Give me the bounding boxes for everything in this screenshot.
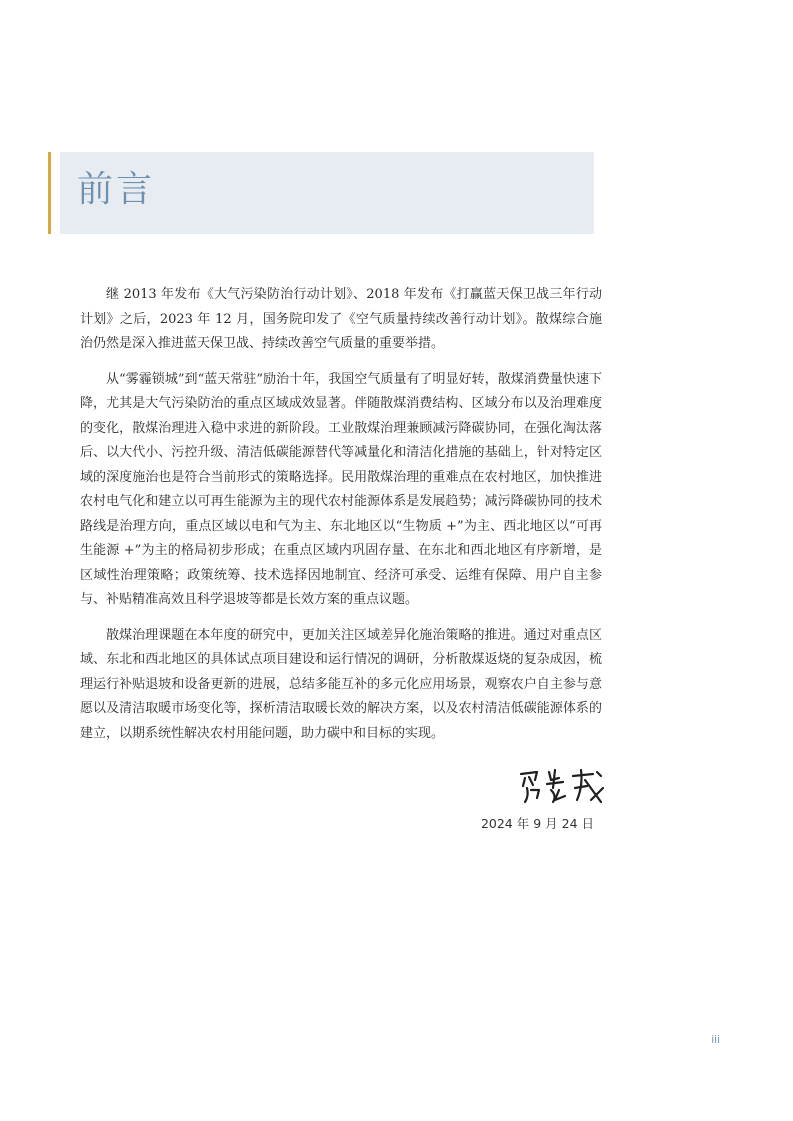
paragraph-2: 从“雾霾锁城”到“蓝天常驻”励治十年，我国空气质量有了明显好转，散煤消费量快速下降，尤其是大气污染防治的重点区域成效显著。伴随散煤消费结构、区域分布以及治理难度的变化，散煤治理进入稳中求进的新阶段。工业散煤治理兼顾减污降碳协同，在强化淘汰落后、以大代小、污控升级、清洁低碳能源替代等减量化和清洁化措施的基础上，针对特定区域的深度施治也是符合当前形式的策略选择。民用散煤治理的重难点在农村地区，加快推进农村电气化和建立以可再生能源为主的现代农村能源体系是发展趋势；减污降碳协同的技术路线是治理方向，重点区域以电和气为主、东北地区以“生物质 +”为主、西北地区以“可再生能源 +”为主的格局初步形成；在重点区域内巩固存量、在东北和西北地区有序新增，是区域性治理策略；政策统筹、技术选择因地制宜、经济可承受、运维有保障、用户自主参与、补贴精准高效且科学退坡等都是长效方案的重点议题。 (80, 371, 602, 607)
paragraph-3: 散煤治理课题在本年度的研究中，更加关注区域差异化施治策略的推进。通过对重点区域、东北和西北地区的具体试点项目建设和运行情况的调研，分析散煤返烧的复杂成因，梳理运行补贴退坡和设备更新的进展，总结多能互补的多元化应用场景，观察农户自主参与意愿以及清洁取暖市场变化等，探析清洁取暖长效的解决方案，以及农村清洁低碳能源体系的建立，以期系统性解决农村用能问题，助力碳中和目标的实现。 (80, 627, 602, 741)
date: 2024 年 9 月 24 日 (480, 816, 594, 831)
title-accent-bar (48, 152, 51, 234)
page-number: iii (711, 1034, 720, 1046)
handwritten-signature (515, 766, 611, 806)
page-title: 前言 (77, 169, 156, 210)
foreword-body (80, 283, 602, 757)
paragraph-1: 继 2013 年发布《大气污染防治行动计划》、2018 年发布《打赢蓝天保卫战三年行动计划》之后，2023 年 12 月，国务院印发了《空气质量持续改善行动计划》。散煤综合施治仍然是深入推进蓝天保卫战、持续改善空气质量的重要举措。 (80, 287, 602, 351)
